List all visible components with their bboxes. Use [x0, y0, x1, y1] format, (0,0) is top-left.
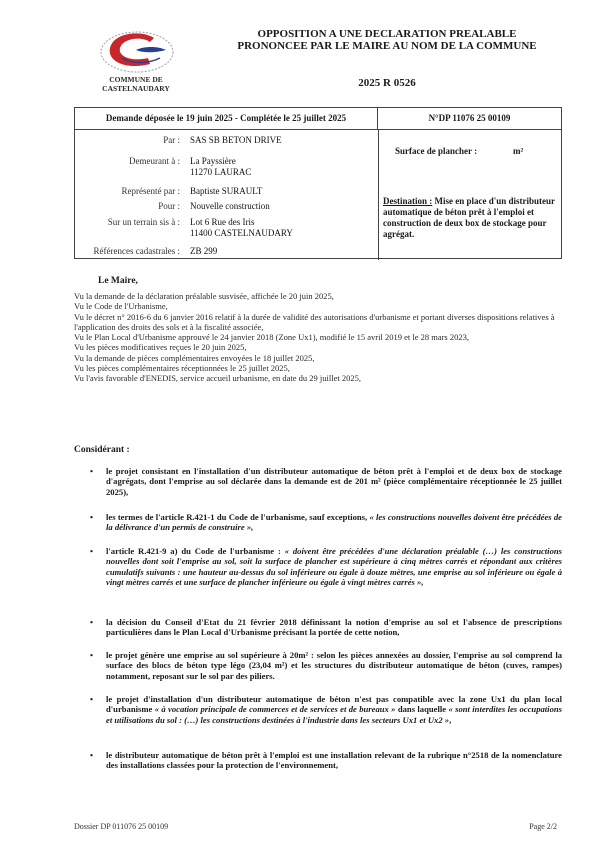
par-label: Par :: [163, 135, 180, 145]
bullet-icon: •: [90, 750, 94, 760]
document-title: [222, 28, 552, 52]
pour-label: Pour :: [158, 201, 180, 211]
destination: [383, 196, 561, 240]
vu-item: Vu la demande de pièces complémentaires envoyées le 18 juillet 2025,: [74, 352, 315, 363]
demeurant-line-1: La Payssière: [190, 156, 236, 166]
vu-item: Vu l'avis favorable d'ENEDIS, service accueil urbanisme, en date du 29 juillet 2025,: [74, 373, 361, 384]
bullet-icon: •: [90, 512, 94, 522]
par-value: SAS SB BETON DRIVE: [190, 135, 282, 145]
logo-line-2: CASTELNAUDARY: [102, 84, 170, 93]
footer-dossier: Dossier DP 011076 25 00109: [74, 822, 169, 831]
bullet-text-part: l'article R.421-9 a) du Code de l'urbanisme :: [106, 546, 285, 556]
bullet-text: la décision du Conseil d'Etat du 21 février 2018 définissant la notion d'emprise au sol et l'absence de prescriptions particulières dans le Plan Local d'Urbanisme précisant la portée de cette notion,: [106, 617, 562, 638]
bullet-text-part: le projet d'installation d'un distributeur automatique de béton n'est pas compatible avec la zone Ux1 du plan local d'urbanisme: [106, 694, 562, 715]
demeurant-label: Demeurant à :: [129, 156, 180, 166]
bullet-icon: •: [90, 546, 94, 556]
bullet-icon: •: [90, 650, 94, 660]
destination-text: Mise en place d'un distributeur automatique de béton prêt à l'emploi et construction de deux box de stockage pour agrégat.: [383, 196, 555, 239]
bullet-quote: « sont interdites les occupations et utilisations du sol : (…) les constructions destinées à l'industrie dans les secteurs Ux1 et Ux2 »: [106, 704, 562, 725]
logo-caption: [86, 75, 186, 93]
vu-item: Vu les pièces complémentaires réceptionnées le 25 juillet 2025,: [74, 363, 290, 374]
title-line-2: PRONONCEE PAR LE MAIRE AU NOM DE LA COMMUNE: [237, 40, 537, 52]
bullet-quote: « à vocation principale de commerces et de services et de bureaux »: [154, 704, 396, 715]
destination-label: Destination :: [383, 196, 433, 206]
demeurant-value: [190, 156, 375, 178]
bullet-quote: « doivent être précédées d'une déclaration préalable (…) les constructions nouvelles dont soit l'emprise au sol, soit la surface de plancher est supérieure à cinq mètres carrés et répondant aux critères cumulatifs suivants : une hauteur au-dessus du sol inférieure ou égale à douze mètres, une emprise au sol inférieure ou égale à vingt mètres carrés et une surface de plancher inférieure ou égale à vingt mètres carrés »,: [106, 546, 562, 588]
terrain-label: Sur un terrain sis à :: [107, 217, 180, 227]
dossier-number: N°DP 11076 25 00109: [428, 113, 511, 123]
vu-item: Vu la demande de la déclaration préalable susvisée, affichée le 20 juin 2025,: [74, 291, 334, 301]
table-header-row: [75, 108, 561, 130]
footer-page-number: Page 2/2: [529, 822, 557, 831]
demeurant-line-2: 11270 LAURAC: [190, 167, 252, 177]
surface-plancher: [395, 146, 524, 156]
terrain-line-1: Lot 6 Rue des Iris: [190, 217, 255, 227]
represente-label: Représenté par :: [121, 186, 180, 196]
bullet-text-part: dans laquelle: [395, 704, 449, 715]
pour-value: Nouvelle construction: [190, 201, 270, 211]
bullet-text: [106, 546, 562, 588]
represente-value: Baptiste SURAULT: [190, 186, 263, 196]
surface-label: Surface de plancher :: [395, 146, 478, 156]
terrain-value: [190, 217, 375, 239]
bullet-icon: •: [90, 466, 94, 476]
bullet-text: [106, 512, 562, 533]
request-info-table: [74, 107, 562, 259]
logo-line-1: COMMUNE DE: [109, 75, 163, 84]
bullet-text: le projet consistant en l'installation d'un distributeur automatique de béton prêt à l'emploi et de deux box de stockage d'agrégats, dont l'emprise au sol déclarée dans la demande est de 201 m² (pièce complémentaire réceptionnée le 25 juillet 2025),: [106, 466, 562, 497]
vu-item: Vu le décret n° 2016-6 du 6 janvier 2016 relatif à la durée de validité des autorisations d'urbanisme et portant diverses dispositions relatives à l'application des droits des sols et à la fiscalité associée,: [74, 311, 555, 332]
bullet-text-part: les termes de l'article R.421-1 du Code de l'urbanisme, sauf exceptions,: [106, 512, 370, 522]
terrain-line-2: 11400 CASTELNAUDARY: [190, 228, 293, 238]
maire-heading: Le Maire,: [98, 276, 138, 286]
bullet-text: le projet génère une emprise au sol supérieure à 20m² : selon les pièces annexées au dossier, l'emprise au sol comprend la surface des blocs de béton type légo (23,04 m²) et les structures du distributeur automatique de béton (cuves, rampes) notamment, reposant sur le sol par des piliers.: [106, 650, 562, 681]
bullet-icon: •: [90, 694, 94, 704]
bullet-text-part: ,: [449, 714, 452, 725]
reference-number: 2025 R 0526: [358, 77, 416, 89]
bullet-text: [106, 694, 562, 725]
demande-date: Demande déposée le 19 juin 2025 - Complétée le 25 juillet 2025: [75, 108, 378, 129]
vus-list: [74, 291, 564, 384]
vu-item: Vu le Plan Local d'Urbanisme approuvé le 24 janvier 2018 (Zone Ux1), modifié le 15 avril 2019 et le 28 mars 2023,: [74, 332, 469, 343]
bullet-text: le distributeur automatique de béton prêt à l'emploi est une installation relevant de la rubrique n°2518 de la nomenclature des installations classées pour la protection de l'environnement,: [106, 750, 562, 771]
surface-unit: m²: [513, 146, 524, 156]
bullet-quote: « les constructions nouvelles doivent être précédées de la délivrance d'un permis de construire »,: [106, 512, 562, 533]
cadastre-value: ZB 299: [190, 246, 218, 256]
considerant-heading: Considérant :: [74, 445, 130, 455]
bullet-icon: •: [90, 617, 94, 627]
vu-item: Vu les pièces modificatives reçues le 20 juin 2025,: [74, 342, 247, 353]
column-divider: [378, 130, 379, 260]
title-line-1: OPPOSITION A UNE DECLARATION PREALABLE: [257, 28, 517, 40]
vu-item: Vu le Code de l'Urbanisme,: [74, 301, 168, 312]
cadastre-label: Références cadastrales :: [93, 246, 180, 256]
